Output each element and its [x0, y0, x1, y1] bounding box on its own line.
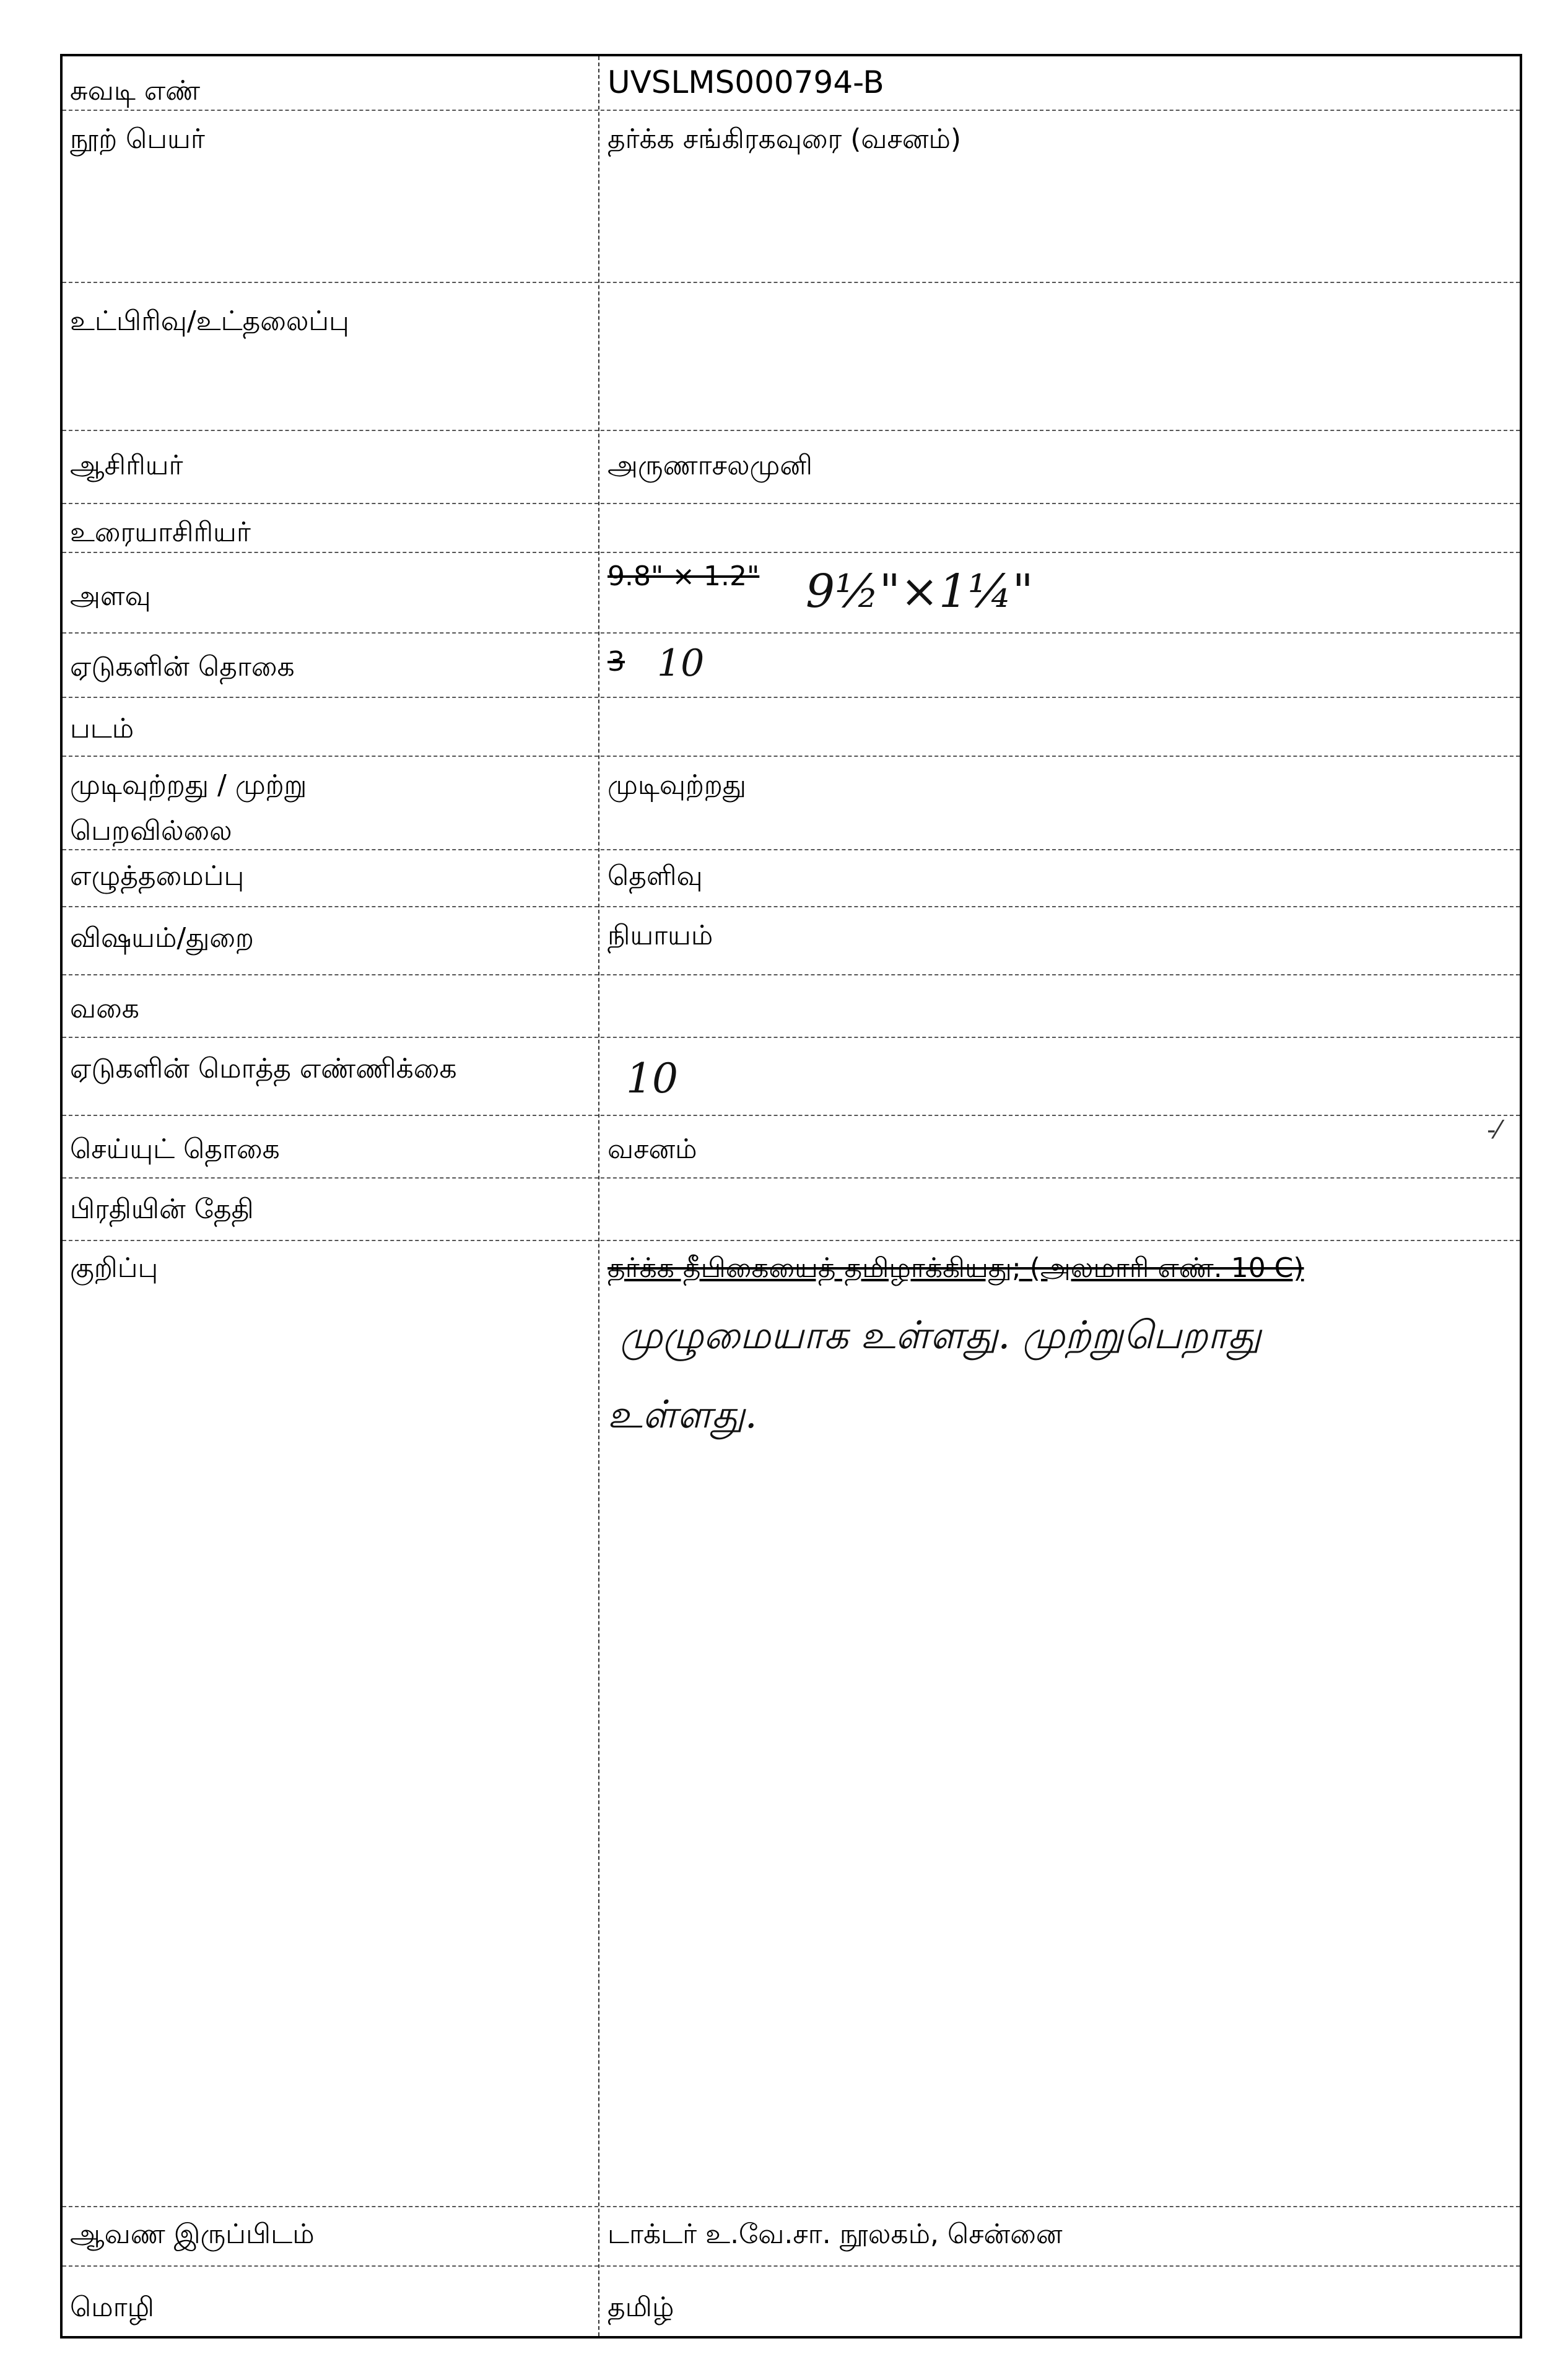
value-ezhuthamaippu: தெளிவு — [608, 860, 703, 892]
label-prathiyin-thethi: பிரதியின் தேதி — [70, 1193, 254, 1225]
row-padam — [63, 698, 1520, 757]
row-vishayam — [63, 907, 1520, 975]
value-aavana-iruppidam: டாக்டர் உ.வே.சா. நூலகம், சென்னை — [608, 2218, 1063, 2250]
label-nool-peyar: நூற் பெயர் — [70, 123, 205, 155]
label-mudivutrathu-line2: பெறவில்லை — [70, 815, 232, 847]
row-utpirivu — [63, 283, 1520, 431]
metadata-form — [60, 54, 1522, 2339]
value-asiriyar: அருணாசலமுனி — [608, 450, 813, 481]
value-kurippu-printed: தர்க்க தீபிகையைத் தமிழாக்கியது; (அலமாரி எண். 10 C) — [608, 1252, 1304, 1284]
row-mudivutrathu — [63, 757, 1520, 850]
value-mozhi: தமிழ் — [608, 2291, 674, 2323]
value-alavu-handwritten: 9½"×1¼" — [806, 565, 1034, 618]
row-suvadi-en — [63, 56, 1520, 111]
label-vishayam: விஷயம்/துறை — [70, 922, 254, 954]
value-suvadi-en: UVSLMS000794-B — [608, 64, 884, 100]
row-alavu — [63, 553, 1520, 634]
label-mudivutrathu: முடிவுற்றது / முற்று — [70, 769, 307, 801]
value-nool-peyar: தர்க்க சங்கிரகவுரை (வசனம்) — [608, 123, 962, 155]
label-edugalin-thogai: ஏடுகளின் தொகை — [70, 651, 295, 682]
label-aavana-iruppidam: ஆவண இருப்பிடம் — [70, 2218, 315, 2250]
tick-mark-icon: -⁄ — [1487, 1116, 1500, 1144]
row-vagai — [63, 975, 1520, 1038]
value-mudivutrathu: முடிவுற்றது — [608, 769, 747, 801]
label-seyyut-thogai: செய்யுட் தொகை — [70, 1133, 280, 1165]
row-nool-peyar — [63, 111, 1520, 283]
row-seyyut-thogai — [63, 1116, 1520, 1179]
row-aavana-iruppidam — [63, 2207, 1520, 2267]
value-kurippu-handwritten-line2: உள்ளது. — [608, 1392, 757, 1437]
value-vishayam: நியாயம் — [608, 920, 713, 951]
row-uraiyasiriyar — [63, 504, 1520, 553]
row-asiriyar — [63, 431, 1520, 504]
label-utpirivu: உட்பிரிவு/உட்தலைப்பு — [70, 305, 349, 337]
label-kurippu: குறிப்பு — [70, 1252, 159, 1284]
label-alavu: அளவு — [70, 580, 151, 612]
value-mottha-ennikkai-handwritten: 10 — [626, 1055, 678, 1102]
label-vagai: வகை — [70, 993, 139, 1024]
label-mottha-ennikkai: ஏடுகளின் மொத்த எண்ணிக்கை — [70, 1053, 457, 1084]
label-mozhi: மொழி — [70, 2291, 154, 2323]
label-padam: படம் — [70, 713, 134, 744]
row-kurippu — [63, 1241, 1520, 2207]
value-alavu-printed: 9.8" × 1.2" — [608, 560, 760, 592]
value-edugalin-thogai-printed: 3 — [608, 646, 625, 678]
label-uraiyasiriyar: உரையாசிரியர் — [70, 517, 251, 548]
value-seyyut-thogai: வசனம் — [608, 1133, 697, 1165]
row-prathiyin-thethi — [63, 1179, 1520, 1241]
row-mottha-ennikkai — [63, 1038, 1520, 1116]
row-mozhi — [63, 2267, 1520, 2336]
row-ezhuthamaippu — [63, 850, 1520, 907]
label-asiriyar: ஆசிரியர் — [70, 450, 183, 481]
row-edugalin-thogai — [63, 634, 1520, 698]
label-ezhuthamaippu: எழுத்தமைப்பு — [70, 860, 245, 892]
label-suvadi-en: சுவடி எண் — [70, 75, 201, 107]
value-kurippu-handwritten-line1: முழுமையாக உள்ளது. முற்றுபெறாது — [620, 1312, 1261, 1358]
value-edugalin-thogai-handwritten: 10 — [657, 642, 705, 685]
